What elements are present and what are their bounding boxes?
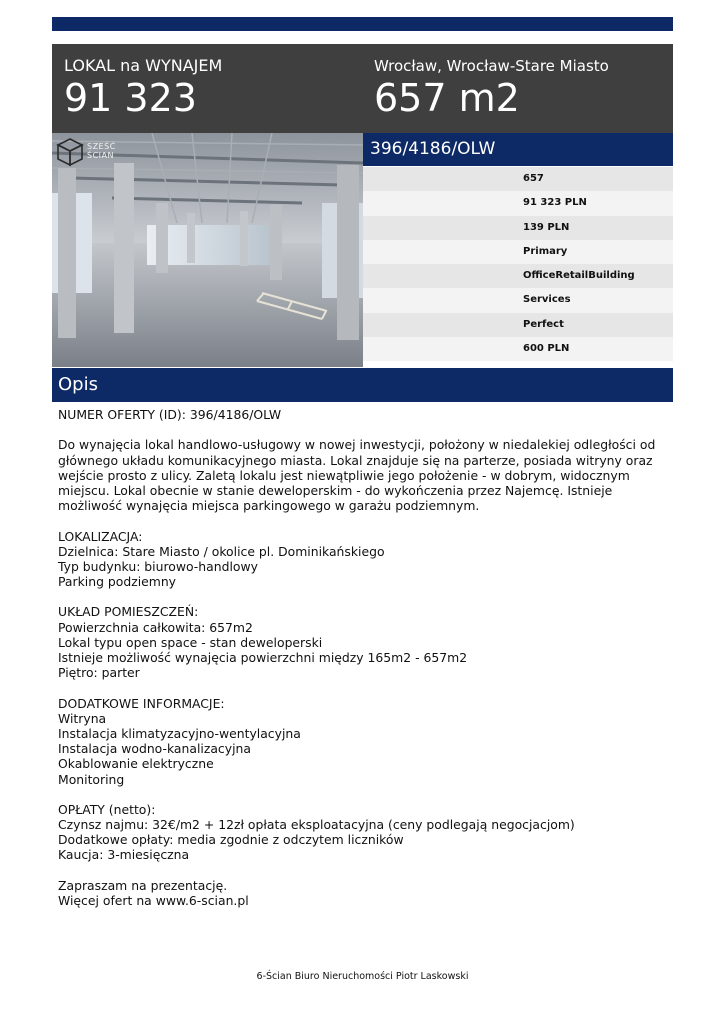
offer-number: NUMER OFERTY (ID): 396/4186/OLW <box>58 407 282 422</box>
spec-row: OfficeRetailBuilding <box>363 264 673 288</box>
location-line: Typ budynku: biurowo-handlowy <box>58 558 258 574</box>
intro-line: głównego układu komunikacyjnego miasta. Lokal znajduje się na parterze, posiada witryny oraz <box>58 452 653 468</box>
description <box>58 407 658 908</box>
layout-heading: UKŁAD POMIESZCZEŃ: <box>58 604 199 620</box>
closing-line: Zapraszam na prezentację. <box>58 877 228 893</box>
listing-header <box>52 44 673 133</box>
logo-line-1: SZEŚĆ <box>87 142 116 151</box>
property-photo <box>52 133 363 367</box>
spec-row: Services <box>363 288 673 312</box>
cube-icon <box>56 137 84 167</box>
extra-heading: DODATKOWE INFORMACJE: <box>58 695 225 711</box>
spec-row: 139 PLN <box>363 216 673 240</box>
listing-type: LOKAL na WYNAJEM <box>64 56 223 75</box>
layout-line: Piętro: parter <box>58 665 140 681</box>
layout-line: Powierzchnia całkowita: 657m2 <box>58 619 253 635</box>
reference-number: 396/4186/OLW <box>363 133 673 166</box>
logo-line-2: ŚCIAN <box>87 151 114 160</box>
location-heading: LOKALIZACJA: <box>58 528 143 544</box>
intro-line: miejscu. Lokal obecnie w stanie deweloperskim - do wykończenia przez Najemcę. Istnieje <box>58 482 613 498</box>
fees-heading: OPŁATY (netto): <box>58 801 156 817</box>
location-line: Dzielnica: Stare Miasto / okolice pl. Dominikańskiego <box>58 543 385 559</box>
section-title: Opis <box>52 368 673 402</box>
spec-row: 600 PLN <box>363 337 673 361</box>
spec-row: Primary <box>363 240 673 264</box>
website-line: Więcej ofert na www.6-scian.pl <box>58 893 249 908</box>
fees-line: Czynsz najmu: 32€/m2 + 12zł opłata eksploatacyjna (ceny podlegają negocjacjom) <box>58 817 575 833</box>
interior-photo-illustration <box>52 133 363 367</box>
extra-line: Okablowanie elektryczne <box>58 756 214 772</box>
listing-location: Wrocław, Wrocław-Stare Miasto <box>374 57 609 75</box>
layout-line: Istnieje możliwość wynajęcia powierzchni między 165m2 - 657m2 <box>58 650 468 665</box>
intro-line: możliwość wynajęcia miejsca parkingowego w garażu podziemnym. <box>58 498 480 514</box>
spec-row: 657 <box>363 167 673 191</box>
spec-row: Perfect <box>363 313 673 337</box>
location-line: Parking podziemny <box>58 574 177 590</box>
listing-price: 91 323 <box>64 76 197 120</box>
fees-line: Kaucja: 3-miesięczna <box>58 847 190 863</box>
agency-logo <box>56 137 116 167</box>
extra-line: Witryna <box>58 710 107 726</box>
fees-line: Dodatkowe opłaty: media zgodnie z odczytem liczników <box>58 832 404 848</box>
header-left <box>64 56 222 119</box>
extra-line: Monitoring <box>58 771 125 787</box>
intro-line: wejście prosto z ulicy. Zaletą lokalu jest niewątpliwie jego położenie - w dobrym, widocznym <box>58 467 630 483</box>
footer: 6-Ścian Biuro Nieruchomości Piotr Laskowski <box>256 971 469 982</box>
spec-row: 91 323 PLN <box>363 191 673 215</box>
layout-line: Lokal typu open space - stan deweloperski <box>58 634 323 650</box>
spec-table <box>363 167 673 361</box>
extra-line: Instalacja klimatyzacyjno-wentylacyjna <box>58 725 301 741</box>
extra-line: Instalacja wodno-kanalizacyjna <box>58 741 251 757</box>
header-right <box>374 56 609 119</box>
listing-area: 657 m2 <box>374 76 520 120</box>
top-accent-bar <box>52 17 673 31</box>
logo-wordmark <box>87 142 116 160</box>
intro-line: Do wynajęcia lokal handlowo-usługowy w nowej inwestycji, położony w niedalekiej odległości od <box>58 437 656 453</box>
